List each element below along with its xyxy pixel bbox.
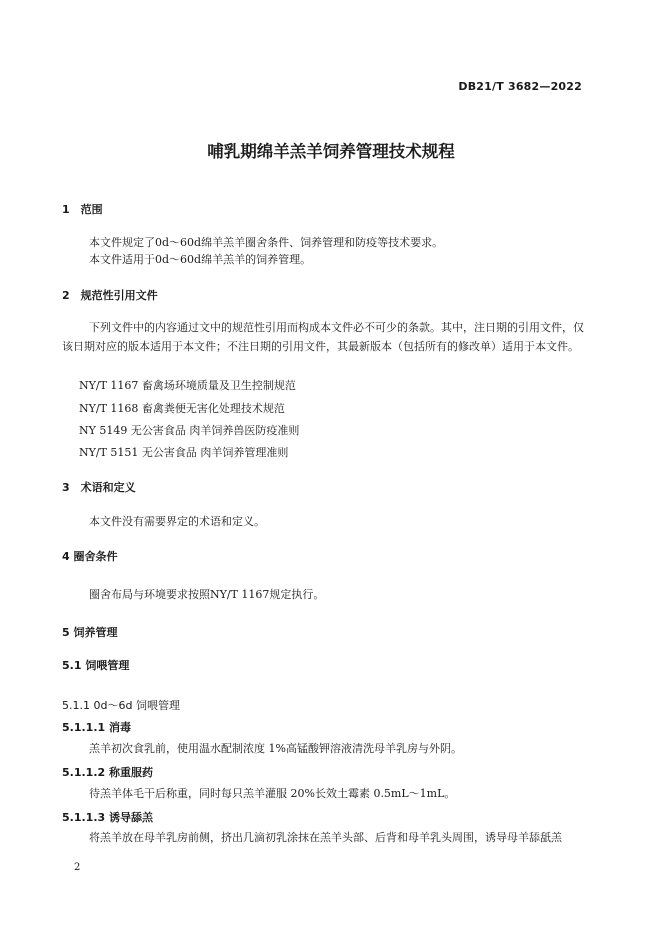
reference-item: NY/T 1168 畜禽粪便无害化处理技术规范 — [79, 402, 285, 415]
section-heading-4: 4 圈舍条件 — [62, 550, 118, 563]
reference-item: NY 5149 无公害食品 肉羊饲养兽医防疫准则 — [79, 424, 300, 437]
document-title: 哺乳期绵羊羔羊饲养管理技术规程 — [207, 142, 455, 161]
section-heading-5-1-1-3: 5.1.1.3 诱导舔羔 — [62, 811, 153, 824]
paragraph: 待羔羊体毛干后称重，同时每只羔羊灌服 20%长效土霉素 0.5mL～1mL。 — [89, 787, 456, 800]
section-heading-5-1-1: 5.1.1 0d～6d 饲喂管理 — [62, 699, 180, 712]
paragraph: 本文件没有需要界定的术语和定义。 — [89, 515, 265, 528]
paragraph: 羔羊初次食乳前，使用温水配制浓度 1%高锰酸钾溶液清洗母羊乳房与外阴。 — [89, 742, 462, 755]
reference-item: NY/T 5151 无公害食品 肉羊饲养管理准则 — [79, 446, 289, 459]
section-heading-2: 2 规范性引用文件 — [62, 289, 158, 302]
reference-item: NY/T 1167 畜禽场环境质量及卫生控制规范 — [79, 379, 296, 392]
paragraph: 本文件适用于0d～60d绵羊羔羊的饲养管理。 — [89, 253, 312, 266]
paragraph: 本文件规定了0d～60d绵羊羔羊圈舍条件、饲养管理和防疫等技术要求。 — [89, 236, 444, 249]
section-heading-1: 1 范围 — [62, 203, 103, 216]
standard-code: DB21/T 3682—2022 — [458, 80, 582, 93]
section-heading-5-1-1-1: 5.1.1.1 消毒 — [62, 721, 131, 734]
section-heading-3: 3 术语和定义 — [62, 481, 136, 494]
paragraph: 将羔羊放在母羊乳房前侧，挤出几滴初乳涂抹在羔羊头部、后背和母羊乳头周围，诱导母羊舔舐羔 — [89, 831, 562, 844]
page-number: 2 — [74, 862, 81, 873]
section-heading-5: 5 饲养管理 — [62, 626, 118, 639]
section-heading-5-1: 5.1 饲喂管理 — [62, 659, 130, 672]
paragraph: 圈舍布局与环境要求按照NY/T 1167规定执行。 — [89, 588, 325, 601]
section-heading-5-1-1-2: 5.1.1.2 称重服药 — [62, 766, 153, 779]
paragraph: 下列文件中的内容通过文中的规范性引用而构成本文件必不可少的条款。其中，注日期的引用文件，仅该日期对应的版本适用于本文件；不注日期的引用文件，其最新版本（包括所有的修改单）适用于本文件。 — [62, 321, 584, 353]
